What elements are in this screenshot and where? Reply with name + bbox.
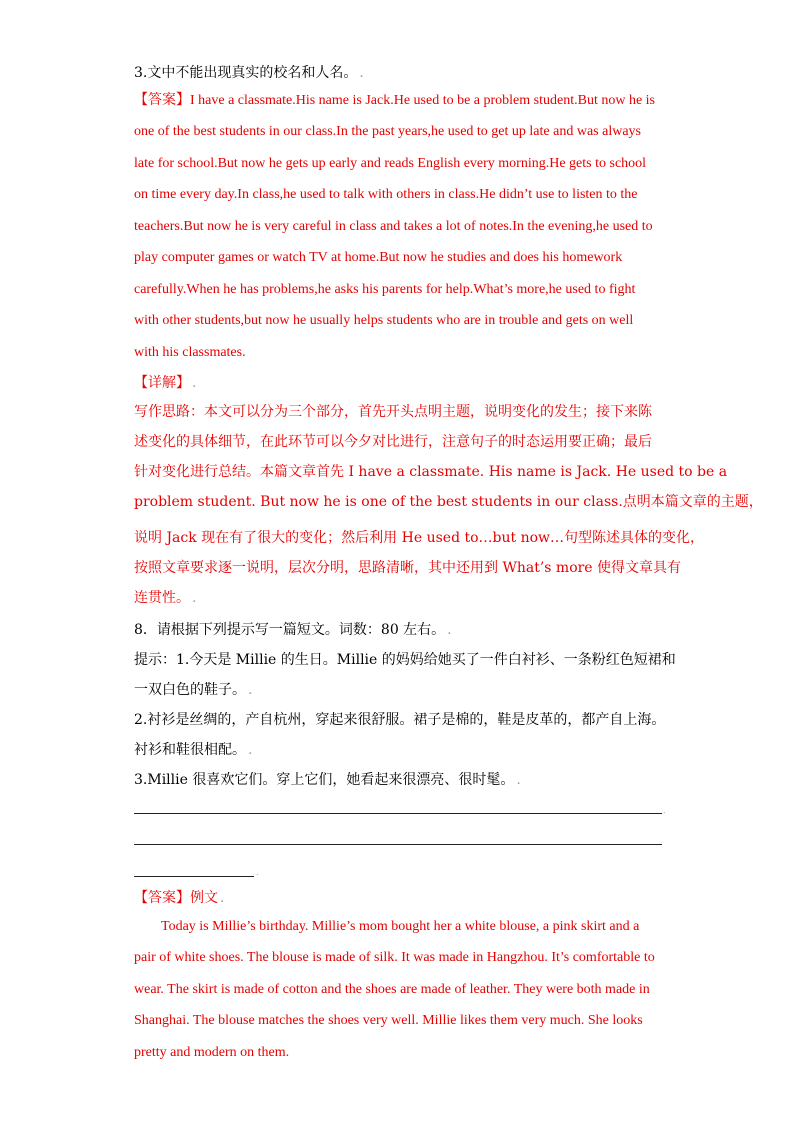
answer-line-8: with other students,but now he usually helps students who are in trouble and gets on well: [134, 313, 634, 328]
sample-answer-tag: 【答案】例文 .: [134, 890, 225, 906]
hint-line-5: 3.Millie 很喜欢它们。穿上它们，她看起来很漂亮、很时髦。 .: [134, 772, 521, 788]
detail-line-4: problem student. But now he is one of the best students in our class.点明本篇文章的主题，: [134, 494, 763, 510]
detail-line-7: 连贯性。 .: [134, 590, 197, 606]
paragraph-mark: .: [256, 868, 259, 877]
paragraph-mark: .: [663, 806, 666, 815]
detail-line-5: 说明 Jack 现在有了很大的变化；然后利用 He used to…but now…句型陈述具体的变化，: [134, 530, 705, 546]
hint-line-2: 一双白色的鞋子。 .: [134, 682, 253, 698]
hint-line-4: 衬衫和鞋很相配。 .: [134, 742, 253, 758]
essay-line-4: Shanghai. The blouse matches the shoes very well. Millie likes them very much. She looks: [134, 1013, 643, 1028]
hint-line-1: 提示：1.今天是 Millie 的生日。Millie 的妈妈给她买了一件白衬衫、一条粉红色短裙和: [134, 652, 676, 668]
answer-line-9: with his classmates.: [134, 345, 246, 360]
answer-line-7: carefully.When he has problems,he asks his parents for help.What’s more,he used to fight: [134, 282, 636, 297]
question-8-title: 8．请根据下列提示写一篇短文。词数：80 左右。 .: [134, 622, 452, 638]
writing-line-1[interactable]: [134, 813, 662, 814]
answer-line-6: play computer games or watch TV at home.But now he studies and does his homework: [134, 250, 623, 265]
answer-line-3: late for school.But now he gets up early and reads English every morning.He gets to school: [134, 156, 647, 171]
writing-line-3[interactable]: [134, 876, 254, 877]
essay-line-1: Today is Millie’s birthday. Millie’s mom bought her a white blouse, a pink skirt and a: [161, 919, 640, 934]
writing-line-2[interactable]: [134, 844, 662, 845]
detail-line-1: 写作思路：本文可以分为三个部分，首先开头点明主题，说明变化的发生；接下来陈: [134, 404, 652, 420]
answer-line-4: on time every day.In class,he used to talk with others in class.He didn’t use to listen to the: [134, 187, 638, 202]
essay-line-5: pretty and modern on them.: [134, 1045, 290, 1060]
answer-line-5: teachers.But now he is very careful in class and takes a lot of notes.In the evening,he used to: [134, 219, 653, 234]
essay-line-2: pair of white shoes. The blouse is made of silk. It was made in Hangzhou. It’s comfortable to: [134, 950, 655, 965]
detail-line-6: 按照文章要求逐一说明，层次分明，思路清晰，其中还用到 What’s more 使得文章具有: [134, 560, 682, 576]
detail-line-3: 针对变化进行总结。本篇文章首先 I have a classmate. His name is Jack. He used to be a: [134, 464, 728, 480]
answer-line-1: 【答案】I have a classmate.His name is Jack.He used to be a problem student.But now he is: [134, 93, 655, 108]
detail-tag: 【详解】 .: [134, 375, 197, 391]
hint-line-3: 2.衬衫是丝绸的，产自杭州，穿起来很舒服。裙子是棉的，鞋是皮革的，都产自上海。: [134, 712, 666, 728]
essay-line-3: wear. The skirt is made of cotton and the shoes are made of leather. They were both made in: [134, 982, 650, 997]
detail-line-2: 述变化的具体细节，在此环节可以今夕对比进行，注意句子的时态运用要正确；最后: [134, 434, 652, 450]
answer-line-2: one of the best students in our class.In the past years,he used to get up late and was always: [134, 124, 641, 139]
requirement-3: 3.文中不能出现真实的校名和人名。 .: [134, 65, 364, 81]
